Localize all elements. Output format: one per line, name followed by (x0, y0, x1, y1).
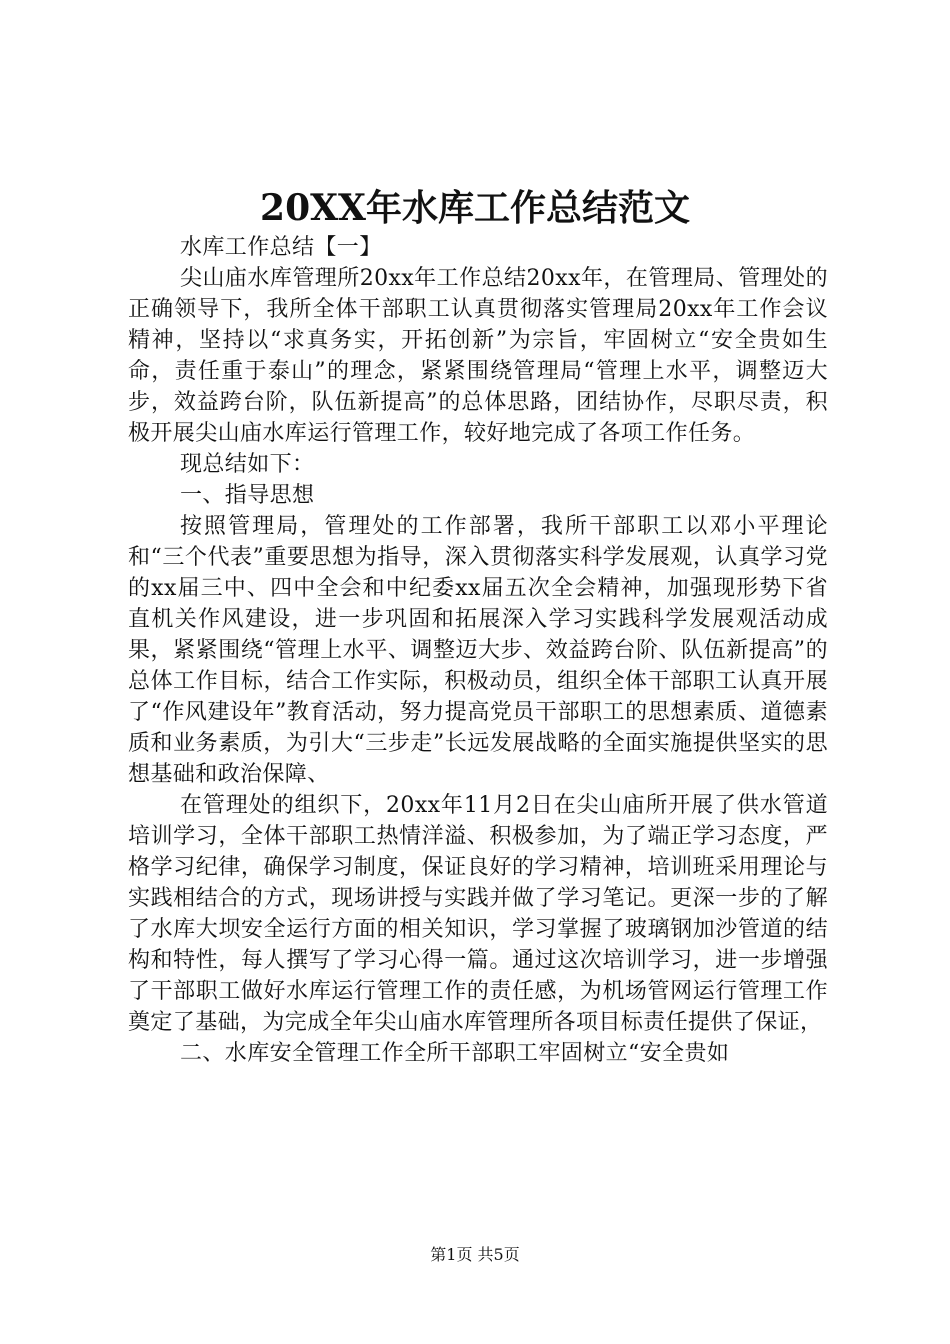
paragraph: 按照管理局，管理处的工作部署，我所干部职工以邓小平理论和“三个代表”重要思想为指导，深入贯彻落实科学发展观，认真学习党的xx届三中、四中全会和中纪委xx届五次全会精神，加强现形势下省直机关作风建设，进一步巩固和拓展深入学习实践科学发展观活动成果，紧紧围绕“管理上水平、调整迈大步、效益跨台阶、队伍新提高”的总体工作目标，结合工作实际，积极动员，组织全体干部职工认真开展了“作风建设年”教育活动，努力提高党员干部职工的思想素质、道德素质和业务素质，为引大“三步走”长远发展战略的全面实施提供坚实的思想基础和政治保障、 (128, 514, 828, 787)
paragraph: 现总结如下： (180, 452, 315, 477)
document-body (128, 232, 828, 1069)
page-number-footer: 第1页 共5页 (430, 1245, 520, 1264)
paragraph: 尖山庙水库管理所20xx年工作总结20xx年，在管理局、管理处的正确领导下，我所全体干部职工认真贯彻落实管理局20xx年工作会议精神，坚持以“求真务实，开拓创新”为宗旨，牢固树立“安全贵如生命，责任重于泰山”的理念，紧紧围绕管理局“管理上水平，调整迈大步，效益跨台阶，队伍新提高”的总体思路，团结协作，尽职尽责，积极开展尖山庙水库运行管理工作，较好地完成了各项工作任务。 (128, 266, 828, 446)
paragraph: 二、水库安全管理工作全所干部职工牢固树立“安全贵如 (180, 1041, 730, 1066)
section-heading: 一、指导思想 (180, 483, 315, 508)
document-title: 20XX年水库工作总结范文 (260, 187, 690, 229)
paragraph: 在管理处的组织下，20xx年11月2日在尖山庙所开展了供水管道培训学习，全体干部职工热情洋溢、积极参加，为了端正学习态度，严格学习纪律，确保学习制度，保证良好的学习精神，培训班采用理论与实践相结合的方式，现场讲授与实践并做了学习笔记。更深一步的了解了水库大坝安全运行方面的相关知识，学习掌握了玻璃钢加沙管道的结构和特性，每人撰写了学习心得一篇。通过这次培训学习，进一步增强了干部职工做好水库运行管理工作的责任感，为机场管网运行管理工作奠定了基础，为完成全年尖山庙水库管理所各项目标责任提供了保证， (128, 793, 828, 1035)
section-heading: 水库工作总结【一】 (180, 235, 382, 260)
